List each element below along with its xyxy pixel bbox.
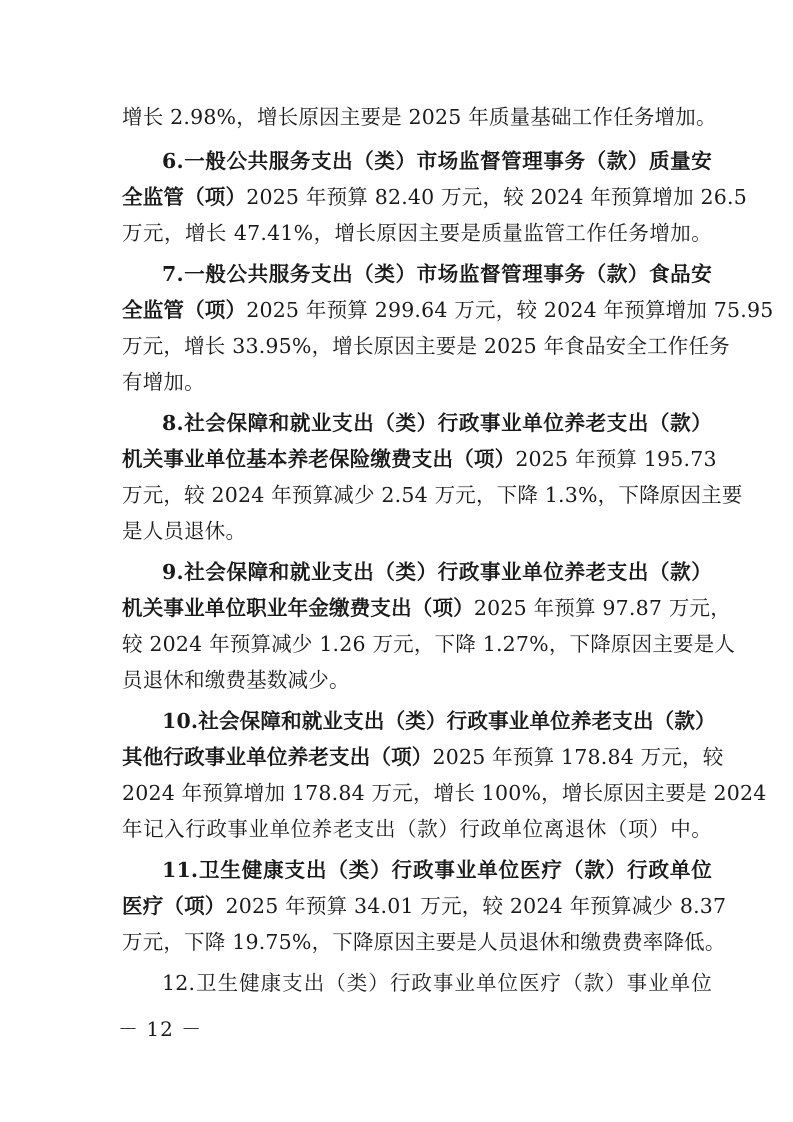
item-heading: 9.社会保障和就业支出（类）行政事业单位养老支出（款） (162, 560, 712, 584)
paragraph-line (162, 146, 712, 176)
item-heading: 7.一般公共服务支出（类）市场监督管理事务（款）食品安 (162, 262, 712, 286)
body-text: 年记入行政事业单位养老支出（款）行政单位离退休（项）中。 (122, 817, 712, 841)
paragraph-line (122, 814, 712, 844)
item-heading: 医疗（项） (122, 894, 226, 918)
body-text: 是人员退休。 (122, 519, 247, 543)
paragraph-line (122, 367, 712, 397)
body-text: 2025 年预算 299.64 万元，较 2024 年预算增加 75.95 (246, 298, 774, 322)
body-text: 较 2024 年预算减少 1.26 万元，下降 1.27%，下降原因主要是人 (122, 632, 736, 656)
paragraph-line (122, 891, 727, 921)
page-number: － 12 － (118, 1017, 203, 1041)
paragraph-line (162, 259, 712, 289)
paragraph-line (122, 331, 730, 361)
paragraph-line (162, 968, 712, 998)
body-text: 增长 2.98%，增长原因主要是 2025 年质量基础工作任务增加。 (122, 105, 717, 129)
paragraph-line (162, 408, 712, 438)
item-heading: 10.社会保障和就业支出（类）行政事业单位养老支出（款） (162, 709, 716, 733)
paragraph-line (122, 480, 743, 510)
paragraph-line (162, 706, 716, 736)
paragraph-line (122, 182, 747, 212)
body-text: 2025 年预算 82.40 万元，较 2024 年预算增加 26.5 (246, 185, 747, 209)
paragraph-line (122, 778, 767, 808)
item-heading: 11.卫生健康支出（类）行政事业单位医疗（款）行政单位 (162, 858, 712, 882)
body-text: 有增加。 (122, 370, 205, 394)
paragraph-line (122, 295, 774, 325)
paragraph-line (122, 102, 717, 132)
paragraph-line (122, 927, 726, 957)
paragraph-line (122, 444, 717, 474)
item-heading: 8.社会保障和就业支出（类）行政事业单位养老支出（款） (162, 411, 712, 435)
body-text: 万元，下降 19.75%，下降原因主要是人员退休和缴费费率降低。 (122, 930, 726, 954)
item-heading: 6.一般公共服务支出（类）市场监督管理事务（款）质量安 (162, 149, 712, 173)
paragraph-line (122, 629, 736, 659)
paragraph-line (162, 557, 712, 587)
item-heading: 全监管（项） (122, 185, 247, 209)
body-text: 2025 年预算 178.84 万元，较 (432, 745, 724, 769)
paragraph-line (122, 742, 724, 772)
body-text: 2025 年预算 34.01 万元，较 2024 年预算减少 8.37 (225, 894, 727, 918)
body-text: 万元，增长 33.95%，增长原因主要是 2025 年食品安全工作任务 (122, 334, 730, 358)
body-text: 万元，较 2024 年预算减少 2.54 万元，下降 1.3%，下降原因主要 (122, 483, 743, 507)
body-text: 2025 年预算 195.73 (515, 447, 717, 471)
paragraph-line (122, 593, 731, 623)
item-heading: 机关事业单位基本养老保险缴费支出（项） (122, 447, 516, 471)
body-text: 万元，增长 47.41%，增长原因主要是质量监管工作任务增加。 (122, 221, 712, 245)
body-text: 12.卫生健康支出（类）行政事业单位医疗（款）事业单位 (162, 971, 712, 995)
body-text: 2025 年预算 97.87 万元， (473, 596, 731, 620)
item-heading: 其他行政事业单位养老支出（项） (122, 745, 433, 769)
paragraph-line (122, 516, 712, 546)
body-text: 员退休和缴费基数减少。 (122, 668, 350, 692)
item-heading: 机关事业单位职业年金缴费支出（项） (122, 596, 474, 620)
paragraph-line (122, 665, 712, 695)
item-heading: 全监管（项） (122, 298, 247, 322)
body-text: 2024 年预算增加 178.84 万元，增长 100%，增长原因主要是 2024 (122, 781, 767, 805)
paragraph-line (162, 855, 712, 885)
paragraph-line (122, 218, 712, 248)
